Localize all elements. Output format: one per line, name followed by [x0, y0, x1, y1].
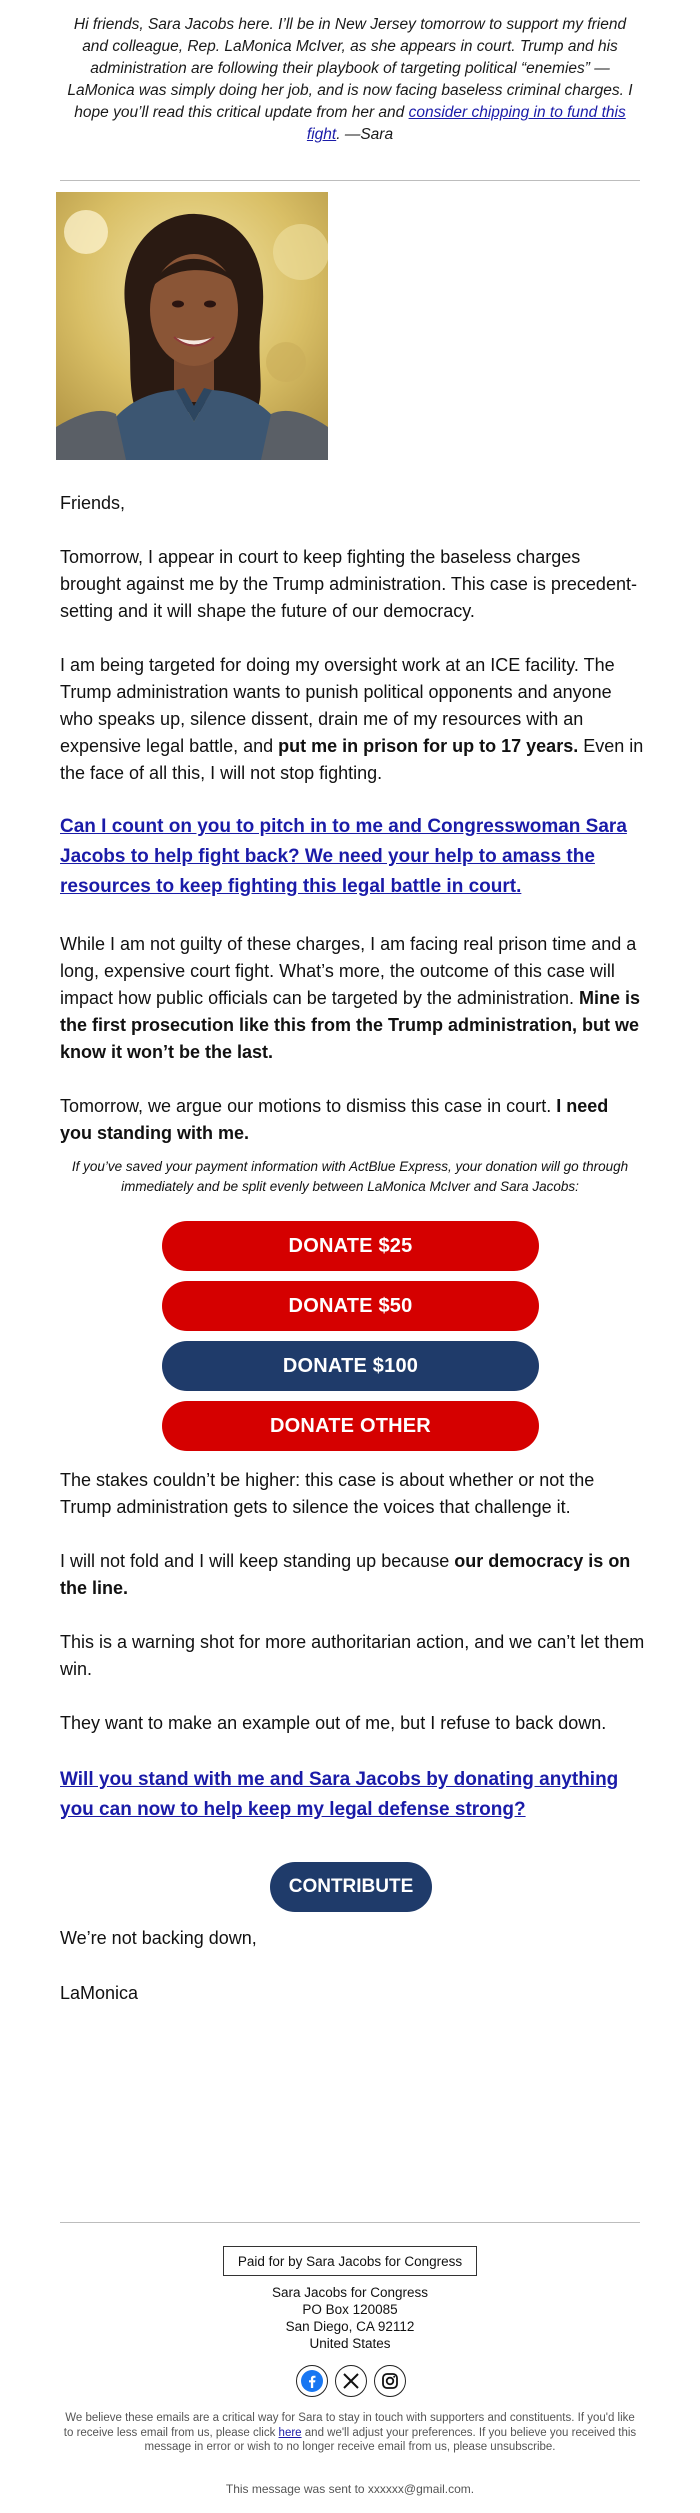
paragraph-3: While I am not guilty of these charges, I am facing real prison time and a long, expensive court fight. What’s more, the outcome of this case will impact how public officials can be targeted by the administration. Mine is the first prosecution like this from the Trump administration, but we know it won’t be the last. [60, 934, 640, 1062]
email-disclaimer: We believe these emails are a critical way for Sara to stay in touch with supporters and constituents. If you'd like to receive less email from us, please click here and we'll adjust your preferences. If you believe you received this message in error or wish to no longer receive email from us, please unsubscribe. [63, 2412, 637, 2453]
mailing-address [60, 2284, 640, 2352]
intro-signoff: . —Sara [336, 126, 394, 143]
address-line: Sara Jacobs for Congress [271, 2285, 429, 2300]
cta-link-1-wrap [60, 812, 645, 902]
preferences-link[interactable]: here [278, 2426, 302, 2439]
donate-50-button[interactable]: DONATE $50 [162, 1281, 539, 1331]
donate-25-button[interactable]: DONATE $25 [162, 1221, 539, 1271]
footer-divider [60, 2222, 640, 2223]
paragraph-4-bold: I need you standing with me. [60, 1096, 609, 1143]
contribute-button[interactable]: CONTRIBUTE [270, 1862, 432, 1912]
signature: LaMonica [60, 1983, 139, 2003]
instagram-icon[interactable] [374, 2365, 406, 2397]
paragraph-6-bold: our democracy is on the line. [60, 1551, 631, 1598]
facebook-icon[interactable] [296, 2365, 328, 2397]
donate-other-button[interactable]: DONATE OTHER [162, 1401, 539, 1451]
social-links [296, 2365, 406, 2401]
paragraph-8: They want to make an example out of me, but I refuse to back down. [60, 1713, 607, 1733]
cta-link-2-wrap [60, 1765, 645, 1825]
actblue-note: If you’ve saved your payment information with ActBlue Express, your donation will go through immediately and be split evenly between LaMonica McIver and Sara Jacobs: [71, 1159, 629, 1194]
address-line: United States [309, 2336, 391, 2351]
portrait-photo [56, 192, 328, 460]
cta-link-2[interactable]: Will you stand with me and Sara Jacobs by donating anything you can now to help keep my legal defense strong? [60, 1769, 619, 1820]
intro-note [60, 14, 640, 146]
paid-for-by-box: Paid for by Sara Jacobs for Congress [223, 2246, 477, 2276]
paragraph-7: This is a warning shot for more authoritarian action, and we can’t let them win. [60, 1632, 645, 1679]
paragraph-1: Tomorrow, I appear in court to keep fighting the baseless charges brought against me by the Trump administration. This case is precedent-setting and it will shape the future of our democracy. [60, 547, 637, 621]
donate-100-button[interactable]: DONATE $100 [162, 1341, 539, 1391]
address-line: San Diego, CA 92112 [285, 2319, 415, 2334]
paragraph-3-bold: Mine is the first prosecution like this from the Trump administration, but we know it won’t be the last. [60, 988, 640, 1062]
x-icon[interactable] [335, 2365, 367, 2397]
paragraph-6: I will not fold and I will keep standing up because our democracy is on the line. [60, 1551, 631, 1598]
paragraph-2: I am being targeted for doing my oversight work at an ICE facility. The Trump administration wants to punish political opponents and anyone who speaks up, silence dissent, drain me of my resources with an expensive legal battle, and put me in prison for up to 17 years. Even in the face of all this, I will not stop fighting. [60, 655, 644, 783]
greeting: Friends, [60, 493, 126, 513]
closing: We’re not backing down, [60, 1928, 257, 1948]
paragraph-4: Tomorrow, we argue our motions to dismiss this case in court. I need you standing with me. [60, 1096, 609, 1143]
intro-donate-link[interactable]: consider chipping in to fund this fight [306, 104, 626, 143]
sent-to-notice: This message was sent to xxxxxx@gmail.com. [225, 2482, 475, 2496]
divider [60, 180, 640, 181]
address-line: PO Box 120085 [302, 2302, 398, 2317]
intro-text: Hi friends, Sara Jacobs here. I’ll be in New Jersey tomorrow to support my friend and colleague, Rep. LaMonica McIver, as she appears in court. Trump and his administration are following their playbook of targeting political “enemies” — LaMonica was simply doing her job, and is now facing baseless criminal charges. I hope you’ll read this critical update from her and [67, 16, 633, 121]
cta-link-1[interactable]: Can I count on you to pitch in to me and Congresswoman Sara Jacobs to help fight back? We need your help to amass the resources to keep fighting this legal battle in court. [60, 816, 627, 897]
paragraph-2-bold: put me in prison for up to 17 years. [278, 736, 579, 756]
paragraph-5: The stakes couldn’t be higher: this case is about whether or not the Trump administration gets to silence the voices that challenge it. [60, 1470, 595, 1517]
